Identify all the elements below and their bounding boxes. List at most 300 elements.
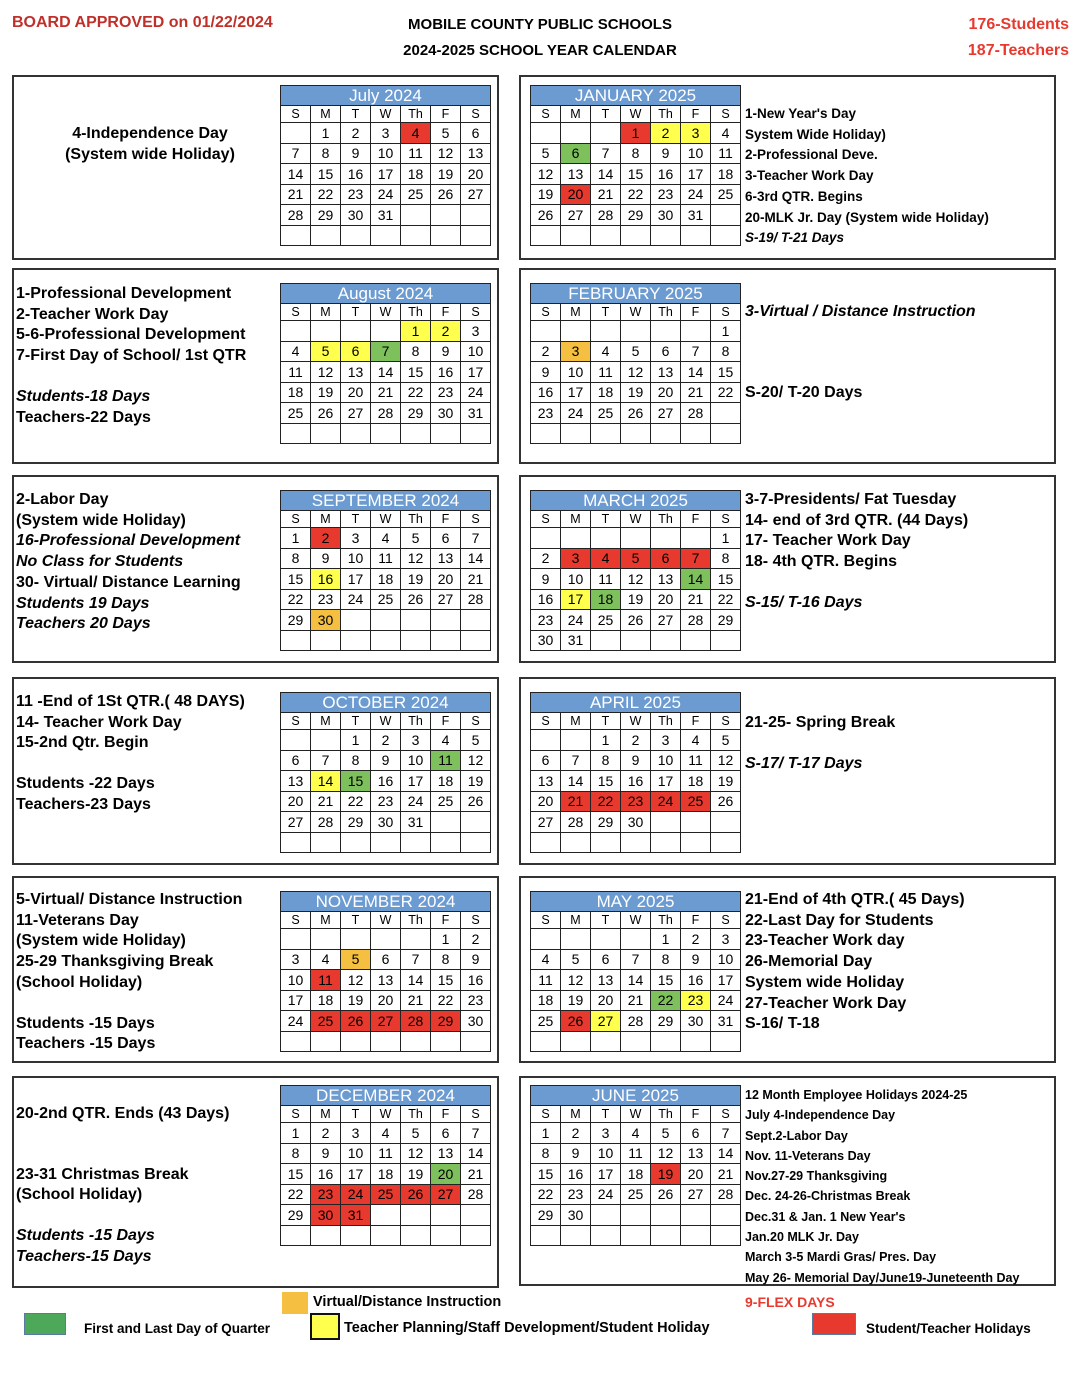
note-line [745,343,1055,363]
day-cell: 30 [461,1011,491,1032]
note-line: 15-2nd Qtr. Begin [16,734,149,752]
day-cell [311,730,341,751]
weekday-header: W [371,304,401,321]
weekday-header: W [371,1106,401,1123]
day-cell [531,123,561,144]
day-cell [531,528,561,549]
day-cell: 28 [711,1184,741,1205]
day-cell: 26 [621,403,651,424]
day-cell: 2 [371,730,401,751]
day-cell [561,929,591,950]
month-calendar-december-2024 [280,1085,491,1246]
week-row [531,205,741,226]
day-cell: 16 [681,970,711,991]
day-cell: 14 [401,970,431,991]
day-cell [711,1225,741,1246]
day-cell [561,123,591,144]
note-line: 11 -End of 1St QTR.( 48 DAYS) [16,693,245,710]
weekday-header: S [711,511,741,528]
note-line [745,734,1055,754]
day-cell: 31 [461,403,491,424]
day-cell: 1 [341,730,371,751]
day-cell: 3 [561,548,591,569]
week-row [531,528,741,549]
day-cell: 6 [431,528,461,549]
day-cell [281,630,311,651]
month-notes-february-2025 [745,302,1055,403]
note-line: 23-Teacher Work day [745,932,905,950]
day-cell: 3 [371,123,401,144]
day-cell [461,423,491,444]
weekday-header: M [561,106,591,123]
note-line [745,323,1055,343]
note-line: Students-18 Days [16,387,151,405]
day-cell: 8 [431,949,461,970]
week-row [281,929,491,950]
day-cell [651,321,681,342]
weekday-header: Th [651,304,681,321]
day-cell [401,225,431,246]
note-line: Nov.27-29 Thanksgiving [745,1169,888,1184]
day-cell: 26 [711,791,741,812]
week-row [531,382,741,403]
note-line [16,754,276,774]
day-cell: 12 [621,362,651,383]
day-cell: 9 [681,949,711,970]
day-cell: 10 [591,1143,621,1164]
day-cell [431,1205,461,1226]
day-cell: 31 [371,205,401,226]
day-cell: 10 [651,750,681,771]
week-row [531,610,741,631]
week-row [531,1164,741,1185]
weekday-header: T [591,511,621,528]
day-cell: 8 [711,548,741,569]
day-cell: 26 [401,589,431,610]
weekday-header: W [621,713,651,730]
month-notes-march-2025 [745,490,1055,614]
week-row [531,1143,741,1164]
day-cell: 10 [341,548,371,569]
day-cell: 20 [461,164,491,185]
day-cell: 17 [711,970,741,991]
day-cell: 9 [431,341,461,362]
day-cell: 27 [591,1011,621,1032]
day-cell: 18 [281,382,311,403]
day-cell: 19 [561,990,591,1011]
day-cell: 18 [681,771,711,792]
day-cell: 6 [651,548,681,569]
weekday-header: M [561,713,591,730]
note-line: Jan.20 MLK Jr. Day [745,1230,859,1245]
day-cell [531,1031,561,1052]
day-cell: 20 [591,990,621,1011]
day-cell: 18 [531,990,561,1011]
day-cell: 28 [561,812,591,833]
note-line: 30- Virtual/ Distance Learning [16,573,241,591]
day-cell: 19 [651,1164,681,1185]
day-cell: 28 [461,1184,491,1205]
day-cell: 18 [621,1164,651,1185]
day-cell [341,929,371,950]
week-row [281,812,491,833]
week-row [531,730,741,751]
day-cell [561,321,591,342]
week-row [531,548,741,569]
day-cell: 21 [371,382,401,403]
day-cell: 24 [371,184,401,205]
day-cell: 3 [401,730,431,751]
note-line: 17- Teacher Work Day [745,532,911,550]
day-cell: 2 [531,548,561,569]
day-cell: 23 [311,1184,341,1205]
day-cell: 5 [431,123,461,144]
day-cell: 21 [591,184,621,205]
note-line: Dec.31 & Jan. 1 New Year's [745,1209,906,1224]
day-cell: 16 [621,771,651,792]
week-row [281,382,491,403]
day-cell [281,225,311,246]
day-cell [651,812,681,833]
day-cell: 6 [531,750,561,771]
month-notes-april-2025 [745,713,1055,774]
weekday-header: W [371,713,401,730]
day-cell: 2 [621,730,651,751]
weekday-header: F [431,713,461,730]
day-cell [341,225,371,246]
legend-label-planning: Teacher Planning/Staff Development/Student Holiday [344,1320,710,1336]
day-cell: 31 [681,205,711,226]
day-cell: 28 [281,205,311,226]
note-line: 16-Professional Development [16,532,241,550]
day-cell: 5 [341,949,371,970]
day-cell: 21 [561,791,591,812]
day-cell [461,1031,491,1052]
day-cell: 1 [651,929,681,950]
day-cell: 17 [561,589,591,610]
day-cell: 24 [711,990,741,1011]
legend-swatch-holidays [812,1313,856,1335]
day-cell [461,205,491,226]
note-line [16,1145,276,1165]
day-cell [431,610,461,631]
weekday-header: F [681,713,711,730]
day-cell: 30 [371,812,401,833]
day-cell [311,225,341,246]
day-cell: 12 [621,569,651,590]
flex-days-label: 9-FLEX DAYS [745,1294,835,1310]
month-calendar-october-2024 [280,692,491,853]
day-cell: 13 [681,1143,711,1164]
month-title: MAY 2025 [531,892,741,912]
day-cell: 30 [531,630,561,651]
weekday-header: Th [401,713,431,730]
week-row [281,990,491,1011]
day-cell: 13 [341,362,371,383]
day-cell: 6 [431,1123,461,1144]
day-cell: 17 [401,771,431,792]
day-cell: 20 [371,990,401,1011]
day-cell: 21 [281,184,311,205]
week-row [281,423,491,444]
day-cell [401,1225,431,1246]
day-cell: 23 [651,184,681,205]
day-cell [281,832,311,853]
week-row [531,990,741,1011]
month-notes-august-2024 [16,284,276,428]
day-cell: 1 [281,528,311,549]
day-cell: 25 [371,1184,401,1205]
note-line: S-15/ T-16 Days [745,593,863,611]
day-cell [371,1031,401,1052]
day-cell: 4 [591,341,621,362]
day-cell: 15 [281,1164,311,1185]
day-cell: 23 [531,403,561,424]
note-line: 2-Professional Deve. [745,147,878,163]
day-cell: 12 [711,750,741,771]
day-cell: 23 [681,990,711,1011]
day-cell [711,1205,741,1226]
day-cell [621,321,651,342]
day-cell: 5 [651,1123,681,1144]
day-cell: 21 [681,589,711,610]
weekday-header: W [371,511,401,528]
weekday-header: T [591,304,621,321]
day-cell: 22 [281,589,311,610]
weekday-header: S [281,713,311,730]
day-cell: 14 [591,164,621,185]
weekday-header: Th [651,106,681,123]
day-cell: 27 [561,205,591,226]
day-cell: 1 [711,321,741,342]
day-cell: 19 [401,569,431,590]
day-cell: 9 [461,949,491,970]
day-cell: 16 [311,1164,341,1185]
day-cell: 29 [711,610,741,631]
day-cell: 19 [311,382,341,403]
day-cell: 25 [531,1011,561,1032]
day-cell: 31 [561,630,591,651]
weekday-header: T [591,1106,621,1123]
day-cell: 28 [401,1011,431,1032]
weekday-header: Th [651,912,681,929]
weekday-header: M [561,511,591,528]
day-cell: 7 [561,750,591,771]
month-title: JUNE 2025 [531,1086,741,1106]
day-cell: 15 [281,569,311,590]
note-line: Students -15 Days [16,1227,155,1245]
day-cell [461,812,491,833]
day-cell [561,1225,591,1246]
weekday-header: T [341,304,371,321]
week-row [531,949,741,970]
day-cell: 3 [461,321,491,342]
note-line: 5-Virtual/ Distance Instruction [16,891,243,908]
day-cell: 7 [621,949,651,970]
day-cell: 31 [341,1205,371,1226]
day-cell: 2 [681,929,711,950]
month-title: NOVEMBER 2024 [281,892,491,912]
weekday-header: T [591,106,621,123]
note-line: (System wide Holiday) [16,932,186,950]
day-cell: 8 [621,143,651,164]
week-row [531,341,741,362]
day-cell: 12 [341,970,371,991]
day-cell: 20 [341,382,371,403]
weekday-header: Th [401,912,431,929]
note-line: Teachers 20 Days [16,615,151,633]
day-cell [621,225,651,246]
day-cell: 25 [311,1011,341,1032]
note-line: 12 Month Employee Holidays 2024-25 [745,1088,968,1102]
day-cell [431,1225,461,1246]
day-cell: 13 [561,164,591,185]
day-cell: 14 [621,970,651,991]
month-calendar-april-2025 [530,692,741,853]
day-cell [371,1205,401,1226]
day-cell: 9 [621,750,651,771]
month-calendar-july-2024 [280,85,491,246]
day-cell: 28 [371,403,401,424]
weekday-header: T [591,912,621,929]
day-cell: 7 [681,341,711,362]
day-cell [711,205,741,226]
day-cell: 22 [621,184,651,205]
day-cell: 13 [431,1143,461,1164]
month-title: OCTOBER 2024 [281,693,491,713]
day-cell: 19 [531,184,561,205]
day-cell: 10 [341,1143,371,1164]
legend-swatch-virtual [282,1292,308,1314]
day-cell: 14 [711,1143,741,1164]
day-cell: 8 [531,1143,561,1164]
note-line: Teachers -15 Days [16,1035,156,1053]
day-cell [281,730,311,751]
day-cell: 9 [371,750,401,771]
day-cell [401,423,431,444]
day-cell: 10 [461,341,491,362]
day-cell: 19 [401,1164,431,1185]
day-cell: 8 [401,341,431,362]
weekday-header: S [281,1106,311,1123]
day-cell [591,321,621,342]
weekday-header: S [281,304,311,321]
note-line [745,363,1055,383]
weekday-header: S [531,912,561,929]
day-cell: 27 [461,184,491,205]
day-cell [371,630,401,651]
note-line: Nov. 11-Veterans Day [745,1148,871,1163]
day-cell: 1 [531,1123,561,1144]
weekday-header: S [711,912,741,929]
weekday-header: S [281,511,311,528]
weekday-header: F [431,304,461,321]
day-cell: 17 [281,990,311,1011]
week-row [281,1011,491,1032]
note-line: 1-Professional Development [16,285,232,302]
day-cell [621,1205,651,1226]
day-cell [711,812,741,833]
day-cell [531,730,561,751]
day-cell: 23 [431,382,461,403]
day-cell: 25 [711,184,741,205]
note-line: No Class for Students [16,553,184,571]
note-line: 20-2nd QTR. Ends (43 Days) [16,1105,230,1122]
day-cell: 11 [591,569,621,590]
day-cell: 6 [281,750,311,771]
day-cell: 30 [311,610,341,631]
day-cell: 11 [401,143,431,164]
week-row [281,949,491,970]
day-cell: 10 [681,143,711,164]
note-line [16,1206,276,1226]
day-cell: 21 [311,791,341,812]
day-cell [681,528,711,549]
weekday-header: S [711,713,741,730]
day-cell: 22 [431,990,461,1011]
day-cell: 13 [461,143,491,164]
day-cell: 22 [591,791,621,812]
weekday-header: F [681,511,711,528]
day-cell: 17 [341,569,371,590]
day-cell: 6 [461,123,491,144]
day-cell [371,610,401,631]
week-row [281,791,491,812]
day-cell [651,528,681,549]
day-cell [561,832,591,853]
note-line: Dec. 24-26-Christmas Break [745,1189,911,1204]
day-cell: 20 [281,791,311,812]
day-cell [651,225,681,246]
week-row [531,423,741,444]
weekday-header: S [531,304,561,321]
note-line: 2-Teacher Work Day [16,305,169,323]
day-cell: 6 [341,341,371,362]
day-cell: 19 [711,771,741,792]
day-cell: 13 [281,771,311,792]
week-row [281,321,491,342]
day-cell: 30 [621,812,651,833]
week-row [281,362,491,383]
weekday-header: M [561,912,591,929]
day-cell [371,929,401,950]
day-cell: 24 [461,382,491,403]
day-cell: 7 [681,548,711,569]
approved-label: BOARD APPROVED on 01/22/2024 [12,14,273,31]
month-calendar-june-2025 [530,1085,741,1246]
day-cell: 18 [431,771,461,792]
day-cell [311,423,341,444]
day-cell: 30 [561,1205,591,1226]
day-cell [621,423,651,444]
day-cell: 4 [711,123,741,144]
weekday-header: F [431,106,461,123]
legend-label-virtual: Virtual/Distance Instruction [313,1294,502,1310]
day-cell: 20 [431,569,461,590]
weekday-header: S [461,511,491,528]
weekday-header: M [561,1106,591,1123]
day-cell: 19 [461,771,491,792]
note-line: 21-End of 4th QTR.( 45 Days) [745,891,965,908]
day-cell: 9 [341,143,371,164]
day-cell [531,423,561,444]
day-cell [311,832,341,853]
day-cell: 12 [401,1143,431,1164]
day-cell: 21 [401,990,431,1011]
day-cell: 29 [431,1011,461,1032]
weekday-header: F [431,511,461,528]
day-cell [401,630,431,651]
